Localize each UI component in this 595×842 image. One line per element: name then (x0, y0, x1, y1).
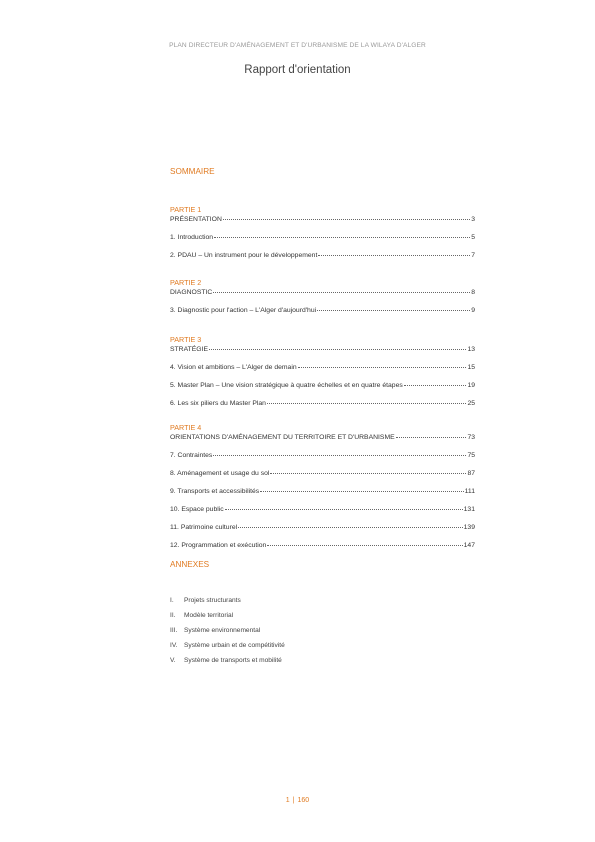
sommaire-heading: SOMMAIRE (170, 167, 215, 176)
annex-item[interactable] (170, 608, 285, 623)
toc-entry-page: 139 (463, 524, 475, 531)
toc-entry-page: 3 (471, 216, 475, 223)
leader-dots (267, 397, 466, 404)
toc-entry-page: 13 (467, 346, 475, 353)
toc-entry-page: 73 (467, 434, 475, 441)
toc-entry-title: 3. Diagnostic pour l'action – L'Alger d'aujourd'hui (170, 307, 317, 314)
toc-entry-page: 9 (471, 307, 475, 314)
page-total: 160 (297, 797, 310, 804)
annex-number: II. (170, 612, 176, 619)
leader-dots (317, 304, 470, 311)
toc-part-2 (170, 278, 475, 315)
annex-number: V. (170, 657, 176, 664)
toc-entry-title: 12. Programmation et exécution (170, 542, 267, 549)
annex-number: I. (170, 597, 174, 604)
toc-entry[interactable] (170, 305, 475, 315)
toc-entry-page: 7 (471, 252, 475, 259)
leader-dots (213, 286, 470, 293)
toc-entry-title: 5. Master Plan – Une vision stratégique à quatre échelles et en quatre étapes (170, 382, 403, 389)
annex-number: IV. (170, 642, 178, 649)
toc-entry-page: 131 (463, 506, 475, 513)
toc-entry-title: 1. Introduction (170, 234, 214, 241)
toc-entry-title: 10. Espace public (170, 506, 224, 513)
leader-dots (270, 467, 466, 474)
annex-item[interactable] (170, 623, 285, 638)
toc-entry[interactable] (170, 398, 475, 408)
part-label: PARTIE 3 (170, 335, 202, 344)
leader-dots (260, 485, 464, 492)
annex-label: Modèle territorial (184, 612, 234, 619)
toc-entry-page: 87 (467, 470, 475, 477)
toc-entry-page: 111 (464, 488, 475, 495)
toc-entry-title: STRATÉGIE (170, 346, 209, 353)
toc-part-3 (170, 335, 475, 408)
toc-entry[interactable] (170, 450, 475, 460)
leader-dots (223, 213, 470, 220)
toc-entry[interactable] (170, 504, 475, 514)
toc-entry-page: 19 (467, 382, 475, 389)
toc-entry-title: 11. Patrimoine culturel (170, 524, 238, 531)
toc-part-4 (170, 423, 475, 550)
toc-entry-title: 7. Contraintes (170, 452, 213, 459)
page-footer (0, 797, 595, 804)
toc-entry[interactable] (170, 362, 475, 372)
part-label: PARTIE 4 (170, 423, 202, 432)
toc-entry-title: 6. Les six piliers du Master Plan (170, 400, 266, 407)
annex-item[interactable] (170, 638, 285, 653)
annex-label: Système urbain et de compétitivité (184, 642, 285, 649)
part-label: PARTIE 1 (170, 205, 202, 214)
annexes-heading: ANNEXES (170, 560, 210, 569)
toc-entry-page: 25 (467, 400, 475, 407)
toc-entry-page: 8 (471, 289, 475, 296)
toc-entry[interactable] (170, 468, 475, 478)
toc-entry-title: DIAGNOSTIC (170, 289, 213, 296)
report-title: Rapport d'orientation (244, 64, 351, 76)
leader-dots (267, 539, 462, 546)
toc-entry[interactable] (170, 540, 475, 550)
toc-entry[interactable] (170, 380, 475, 390)
toc-entry-title: 4. Vision et ambitions – L'Alger de demain (170, 364, 297, 371)
toc-entry[interactable] (170, 486, 475, 496)
leader-dots (214, 231, 470, 238)
toc-part-1 (170, 205, 475, 260)
toc-entry-title: 2. PDAU – Un instrument pour le développement (170, 252, 318, 259)
leader-dots (213, 449, 466, 456)
toc-entry[interactable] (170, 250, 475, 260)
toc-entry-title: 9. Transports et accessibilités (170, 488, 260, 495)
toc-entry[interactable] (170, 214, 475, 224)
annex-label: Projets structurants (184, 597, 241, 604)
leader-dots (225, 503, 463, 510)
leader-dots (238, 521, 463, 528)
annex-item[interactable] (170, 593, 285, 608)
toc-entry[interactable] (170, 522, 475, 532)
annex-label: Système environnemental (184, 627, 261, 634)
leader-dots (209, 343, 466, 350)
running-header: PLAN DIRECTEUR D'AMÉNAGEMENT ET D'URBANISME DE LA WILAYA D'ALGER (169, 42, 426, 49)
toc-entry-title: ORIENTATIONS D'AMÉNAGEMENT DU TERRITOIRE ET D'URBANISME (170, 434, 395, 441)
annex-list (170, 593, 285, 668)
leader-dots (404, 379, 467, 386)
toc-entry[interactable] (170, 344, 475, 354)
part-label: PARTIE 2 (170, 278, 202, 287)
toc-entry-page: 147 (463, 542, 475, 549)
annex-number: III. (170, 627, 178, 634)
toc-entry[interactable] (170, 432, 475, 442)
annex-label: Système de transports et mobilité (184, 657, 282, 664)
toc-entry[interactable] (170, 232, 475, 242)
annex-item[interactable] (170, 653, 285, 668)
leader-dots (318, 249, 470, 256)
leader-dots (298, 361, 467, 368)
toc-entry-page: 75 (467, 452, 475, 459)
footer-separator: | (292, 797, 295, 804)
page-number: 1 (285, 797, 290, 804)
toc-entry-page: 5 (471, 234, 475, 241)
toc-entry-page: 15 (467, 364, 475, 371)
toc-entry[interactable] (170, 287, 475, 297)
toc-entry-title: PRÉSENTATION (170, 216, 222, 223)
leader-dots (396, 431, 467, 438)
toc-entry-title: 8. Aménagement et usage du sol (170, 470, 270, 477)
